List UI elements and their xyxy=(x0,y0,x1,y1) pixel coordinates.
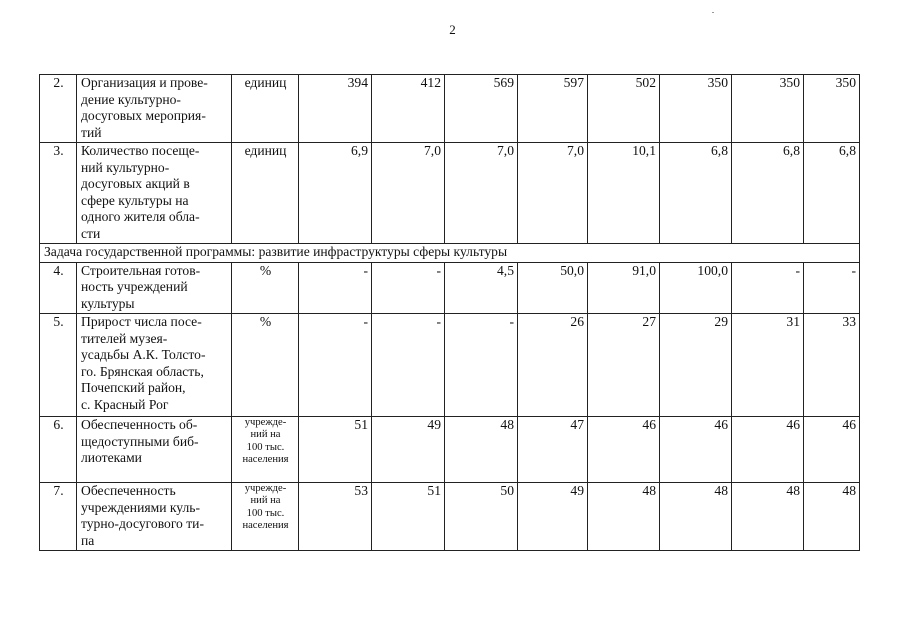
indicator-name: Обеспеченность об- щедоступными биб- лиотеками xyxy=(77,417,232,483)
unit-cell: единиц xyxy=(232,75,299,143)
value-cell: 29 xyxy=(660,314,732,417)
value-cell: 6,8 xyxy=(732,143,804,244)
scan-speck xyxy=(712,12,714,13)
value-cell: 100,0 xyxy=(660,262,732,314)
unit-cell: единиц xyxy=(232,143,299,244)
value-cell: 48 xyxy=(588,483,660,551)
unit-cell: учрежде- ний на 100 тыс. населения xyxy=(232,483,299,551)
value-cell: 7,0 xyxy=(518,143,588,244)
value-cell: 27 xyxy=(588,314,660,417)
value-cell: 48 xyxy=(660,483,732,551)
task-heading-row xyxy=(40,244,860,263)
value-cell: 7,0 xyxy=(372,143,445,244)
value-cell: 50 xyxy=(445,483,518,551)
value-cell: 49 xyxy=(518,483,588,551)
value-cell: 7,0 xyxy=(445,143,518,244)
value-cell: 6,8 xyxy=(804,143,860,244)
indicators-table xyxy=(39,74,860,551)
unit-cell: % xyxy=(232,262,299,314)
indicator-name: Прирост числа посе- тителей музея- усадьбы А.К. Толсто- го. Брянская область, Почепский район, с. Красный Рог xyxy=(77,314,232,417)
value-cell: - xyxy=(372,314,445,417)
table-row xyxy=(40,262,860,314)
value-cell: 48 xyxy=(804,483,860,551)
value-cell: 46 xyxy=(732,417,804,483)
value-cell: - xyxy=(299,262,372,314)
indicator-name: Строительная готов- ность учреждений культуры xyxy=(77,262,232,314)
value-cell: 46 xyxy=(804,417,860,483)
table-row xyxy=(40,75,860,143)
value-cell: 26 xyxy=(518,314,588,417)
row-number: 7. xyxy=(40,483,77,551)
table-row xyxy=(40,483,860,551)
value-cell: 6,8 xyxy=(660,143,732,244)
indicator-name: Организация и прове- дение культурно- досуговых мероприя- тий xyxy=(77,75,232,143)
row-number: 3. xyxy=(40,143,77,244)
value-cell: - xyxy=(732,262,804,314)
value-cell: 50,0 xyxy=(518,262,588,314)
value-cell: 48 xyxy=(732,483,804,551)
value-cell: 33 xyxy=(804,314,860,417)
value-cell: 4,5 xyxy=(445,262,518,314)
page-number: 2 xyxy=(449,22,456,37)
value-cell: 46 xyxy=(588,417,660,483)
value-cell: 51 xyxy=(299,417,372,483)
unit-cell: учрежде- ний на 100 тыс. населения xyxy=(232,417,299,483)
value-cell: 350 xyxy=(732,75,804,143)
value-cell: 47 xyxy=(518,417,588,483)
value-cell: 10,1 xyxy=(588,143,660,244)
value-cell: 502 xyxy=(588,75,660,143)
value-cell: 350 xyxy=(804,75,860,143)
value-cell: 48 xyxy=(445,417,518,483)
task-heading: Задача государственной программы: развитие инфраструктуры сферы культуры xyxy=(40,244,860,263)
value-cell: 597 xyxy=(518,75,588,143)
value-cell: - xyxy=(299,314,372,417)
value-cell: 412 xyxy=(372,75,445,143)
value-cell: 49 xyxy=(372,417,445,483)
value-cell: 569 xyxy=(445,75,518,143)
table-row xyxy=(40,143,860,244)
value-cell: 31 xyxy=(732,314,804,417)
value-cell: - xyxy=(804,262,860,314)
indicator-name: Количество посеще- ний культурно- досуговых акций в сфере культуры на одного жителя обла- сти xyxy=(77,143,232,244)
row-number: 2. xyxy=(40,75,77,143)
value-cell: 350 xyxy=(660,75,732,143)
row-number: 5. xyxy=(40,314,77,417)
value-cell: 6,9 xyxy=(299,143,372,244)
value-cell: - xyxy=(372,262,445,314)
value-cell: 91,0 xyxy=(588,262,660,314)
value-cell: 46 xyxy=(660,417,732,483)
value-cell: 51 xyxy=(372,483,445,551)
table-row xyxy=(40,314,860,417)
indicator-name: Обеспеченность учреждениями куль- турно-досугового ти- па xyxy=(77,483,232,551)
value-cell: 53 xyxy=(299,483,372,551)
unit-cell: % xyxy=(232,314,299,417)
table-row xyxy=(40,417,860,483)
value-cell: - xyxy=(445,314,518,417)
row-number: 6. xyxy=(40,417,77,483)
row-number: 4. xyxy=(40,262,77,314)
value-cell: 394 xyxy=(299,75,372,143)
